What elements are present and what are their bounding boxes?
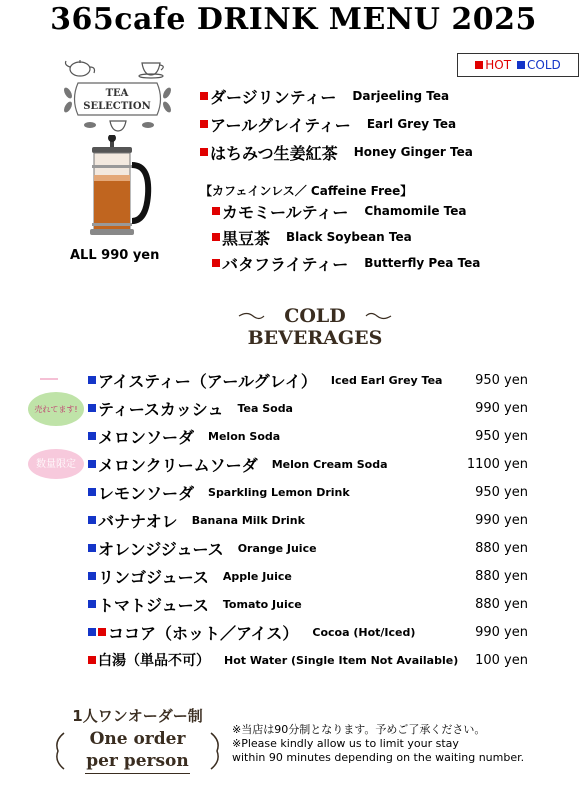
tea-item: [200, 113, 456, 135]
drink-name-en: Orange Juice: [237, 541, 317, 555]
french-press-image: [82, 135, 154, 239]
hot-cold-legend: [457, 53, 579, 77]
note-line: ※Please kindly allow us to limit your stay: [232, 737, 459, 750]
drink-name-jp: トマトジュース: [98, 595, 209, 615]
tea-name-jp: 黒豆茶: [222, 228, 271, 248]
cold-square-icon: [88, 404, 96, 412]
drink-name-jp: バナナオレ: [98, 511, 178, 531]
cold-heading-line2: BEVERAGES: [247, 327, 383, 349]
drink-name-jp: アイスティー（アールグレイ）: [98, 371, 317, 391]
cold-square-icon: [88, 460, 96, 468]
drink-name-jp: メロンソーダ: [98, 427, 195, 447]
cold-square-icon: [88, 376, 96, 384]
menu-title: 365cafe DRINK MENU 2025: [50, 2, 537, 37]
drink-name-en: Sparkling Lemon Drink: [208, 485, 350, 499]
hot-square-icon: [212, 233, 220, 241]
tea-name-en: Butterfly Pea Tea: [364, 256, 481, 270]
cold-square-icon: [88, 544, 96, 552]
tea-name-jp: アールグレイティー: [210, 115, 351, 135]
flourish-left-icon: [237, 311, 265, 321]
tea-name-en: Black Soybean Tea: [286, 230, 412, 244]
drink-price: 880 yen: [475, 568, 528, 584]
bracket-right-icon: [207, 731, 225, 771]
cold-heading-line1: COLD: [284, 305, 346, 327]
tea-name-jp: バタフライティー: [222, 254, 349, 274]
decaf-heading: 【カフェインレス／ Caffeine Free】: [200, 184, 413, 198]
drink-item: [88, 424, 538, 448]
recommend-bubble: [28, 392, 84, 426]
drink-item: [88, 620, 538, 644]
drink-name-en: Apple Juice: [222, 569, 292, 583]
order-policy-en2: per person: [86, 751, 189, 771]
drink-price: 880 yen: [475, 540, 528, 556]
cold-square-icon: [88, 432, 96, 440]
drink-price: 880 yen: [475, 596, 528, 612]
badge-line1: TEA: [105, 88, 129, 99]
tea-price: ALL 990 yen: [70, 248, 160, 263]
cold-square-icon: [88, 488, 96, 496]
order-policy-en1: One order: [89, 729, 186, 749]
note-line: within 90 minutes depending on the waiting number.: [232, 751, 525, 764]
drink-price: 990 yen: [475, 624, 528, 640]
drink-item: [88, 508, 538, 532]
legend-cold: COLD: [527, 58, 561, 72]
teapot-icon: [66, 60, 95, 76]
legend-hot: HOT: [485, 58, 512, 72]
tea-name-jp: ダージリンティー: [210, 87, 337, 107]
tea-name-jp: カモミールティー: [222, 202, 349, 222]
hot-square-icon: [212, 207, 220, 215]
drink-item: [88, 564, 538, 588]
order-policy-jp: 1人ワンオーダー制: [72, 707, 203, 725]
drink-item: [88, 452, 538, 476]
drink-item: [88, 536, 538, 560]
drink-name-en: Iced Earl Grey Tea: [330, 373, 443, 387]
tea-name-en: Darjeeling Tea: [352, 89, 450, 103]
stay-time-notes: [232, 723, 524, 765]
tea-selection-badge: [60, 55, 175, 133]
hot-square-icon: [88, 656, 96, 664]
flourish-right-icon: [365, 311, 393, 321]
hot-square-icon: [212, 259, 220, 267]
drink-name-jp: オレンジジュース: [98, 539, 224, 559]
decaf-tea-item: [212, 200, 466, 222]
tea-name-jp: はちみつ生姜紅茶: [210, 143, 338, 163]
drink-name-en: Melon Cream Soda: [271, 457, 388, 471]
pink-accent-line: [40, 378, 58, 380]
drink-price: 950 yen: [475, 372, 528, 388]
hot-square-icon: [475, 61, 483, 69]
limited-text: 数量限定: [36, 458, 76, 470]
badge-line2: SELECTION: [83, 101, 151, 112]
drink-name-jp: 白湯（単品不可）: [98, 653, 210, 669]
cold-beverages-heading: [235, 305, 395, 353]
teacup-icon: [139, 63, 163, 78]
drink-name-en: Hot Water (Single Item Not Available): [224, 653, 459, 667]
tea-name-en: Honey Ginger Tea: [353, 145, 473, 159]
cold-square-icon: [517, 61, 525, 69]
tea-item: [200, 85, 449, 107]
decaf-tea-item: [212, 252, 480, 274]
underline-divider: [85, 773, 190, 774]
drink-item: [88, 592, 538, 616]
drink-price: 950 yen: [475, 428, 528, 444]
note-line: ※当店は90分制となります。予めご了承ください。: [232, 723, 486, 736]
cold-square-icon: [88, 628, 96, 636]
cup-icon: [110, 121, 126, 131]
limited-bubble: [28, 449, 84, 479]
drink-name-jp: ココア（ホット／アイス）: [108, 623, 299, 643]
bracket-left-icon: [50, 731, 68, 771]
drink-name-en: Tomato Juice: [222, 597, 302, 611]
hot-square-icon: [200, 120, 208, 128]
drink-item: [88, 368, 538, 392]
drink-price: 1100 yen: [466, 456, 528, 472]
cold-square-icon: [88, 516, 96, 524]
drink-name-en: Cocoa (Hot/Iced): [312, 625, 416, 639]
hot-square-icon: [200, 148, 208, 156]
tea-item: [200, 141, 473, 163]
decaf-tea-item: [212, 226, 412, 248]
drink-price: 990 yen: [475, 400, 528, 416]
drink-price: 100 yen: [475, 652, 528, 668]
tea-name-en: Chamomile Tea: [364, 204, 467, 218]
drink-name-jp: ティースカッシュ: [98, 399, 224, 419]
drink-name-jp: メロンクリームソーダ: [98, 455, 258, 475]
drink-price: 950 yen: [475, 484, 528, 500]
drink-name-en: Melon Soda: [208, 429, 281, 443]
drink-item: [88, 648, 538, 672]
hot-square-icon: [98, 628, 106, 636]
drink-name-jp: レモンソーダ: [98, 483, 195, 503]
tea-name-en: Earl Grey Tea: [366, 117, 457, 131]
drink-price: 990 yen: [475, 512, 528, 528]
drink-item: [88, 396, 538, 420]
hot-square-icon: [200, 92, 208, 100]
drink-name-en: Banana Milk Drink: [191, 513, 305, 527]
cold-square-icon: [88, 600, 96, 608]
recommend-text: 売れてます!: [34, 404, 78, 414]
cold-square-icon: [88, 572, 96, 580]
drink-item: [88, 480, 538, 504]
one-order-badge: [50, 705, 225, 790]
drink-name-en: Tea Soda: [237, 401, 293, 415]
drink-name-jp: リンゴジュース: [98, 567, 209, 587]
